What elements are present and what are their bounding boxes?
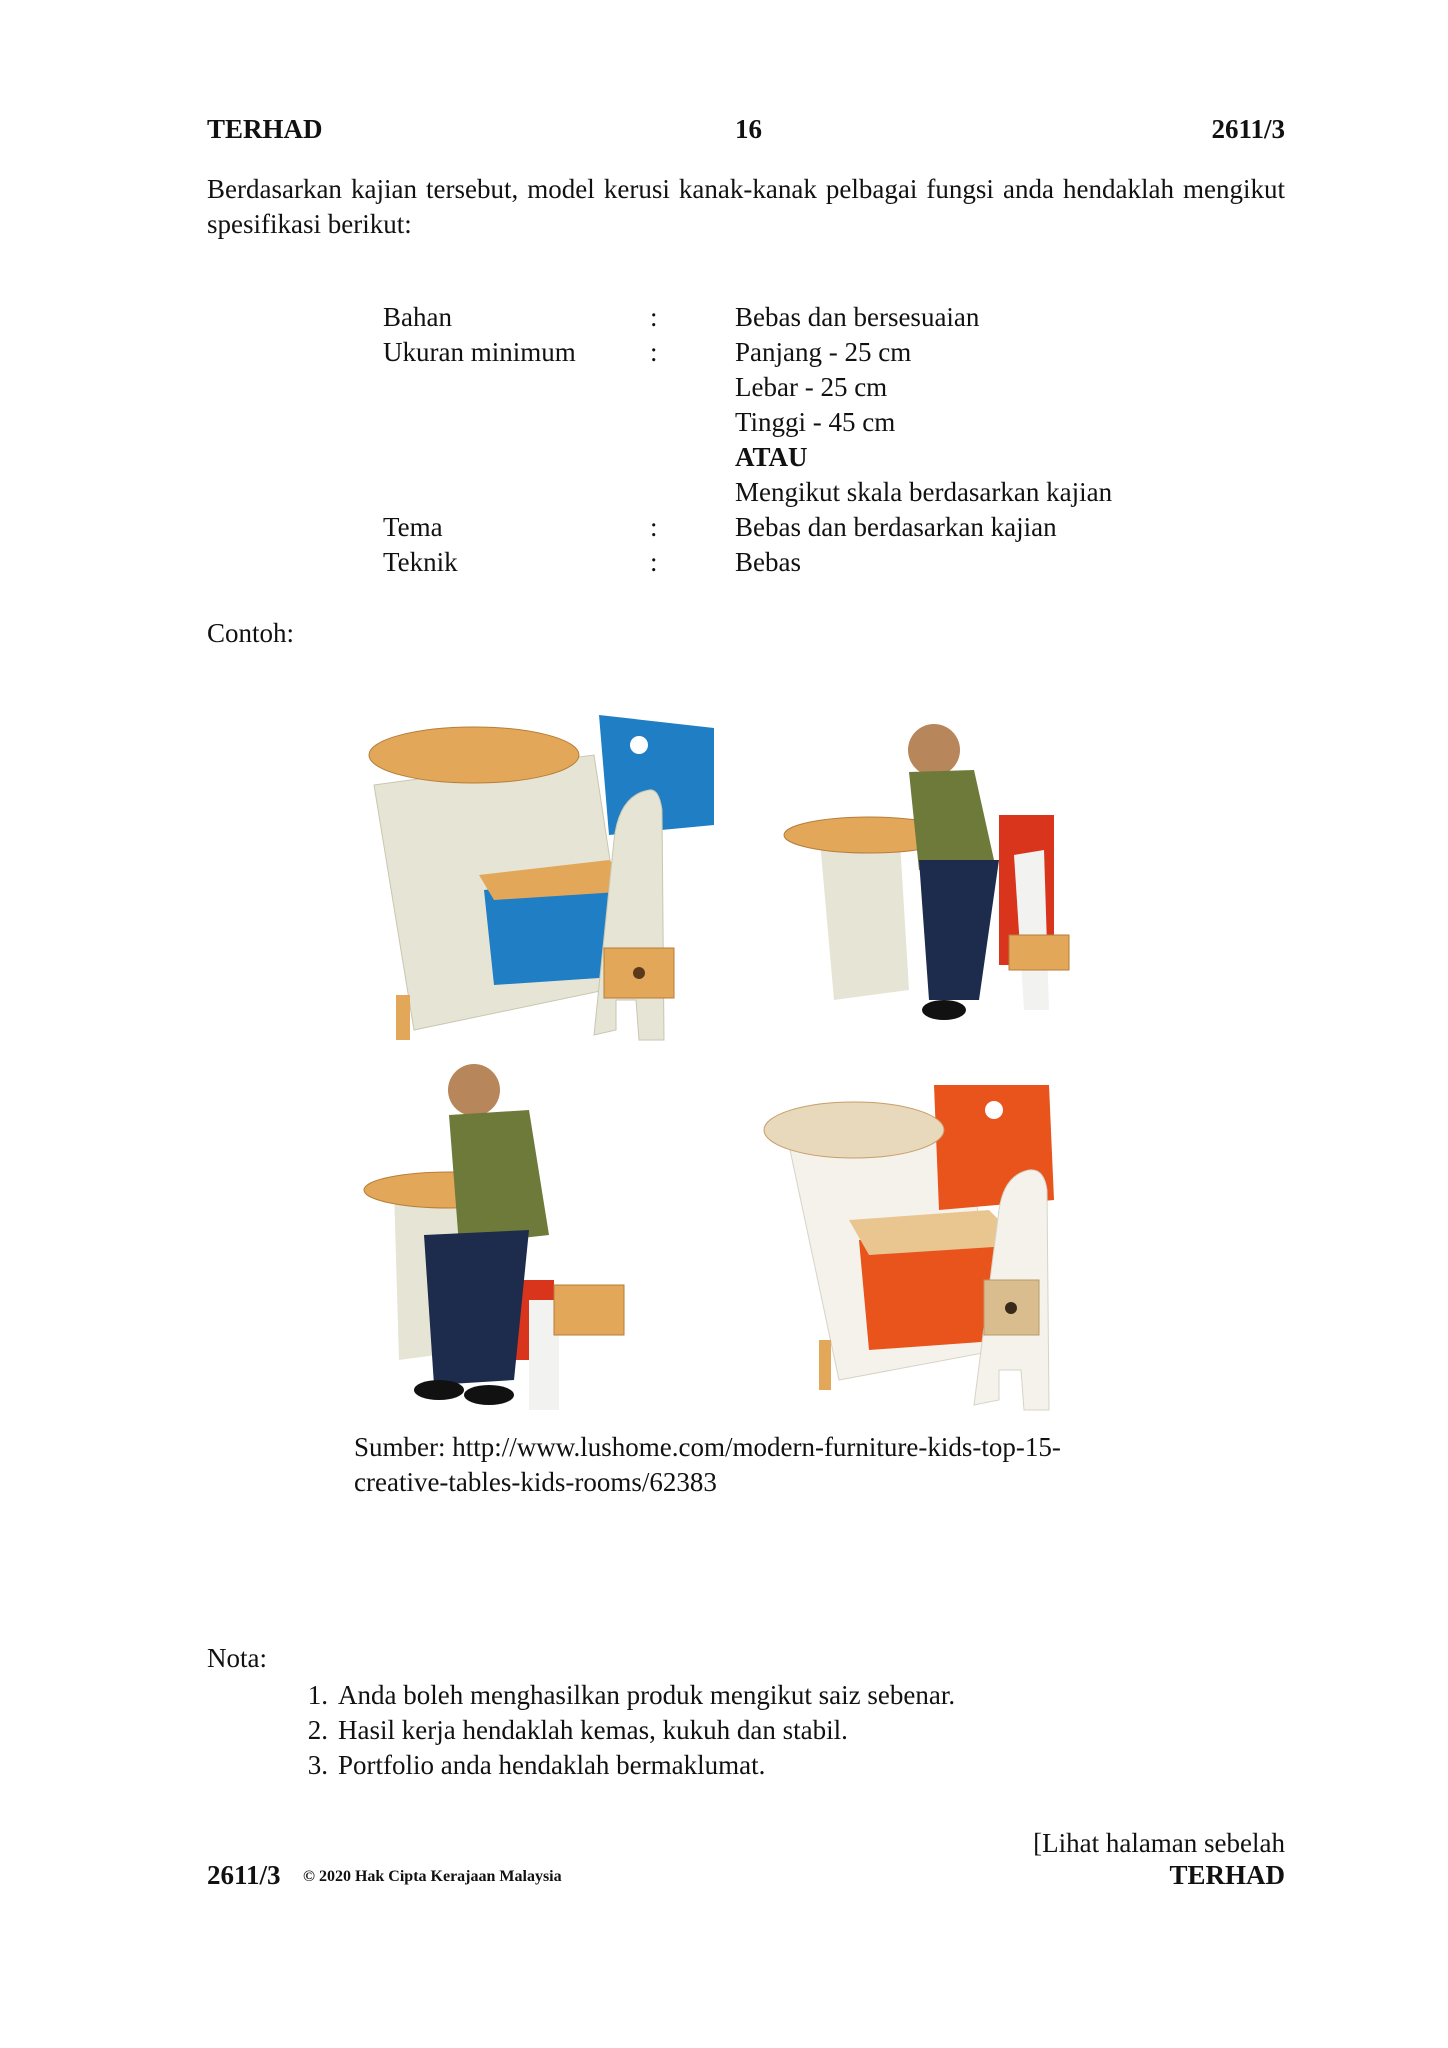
spec-row: [383, 510, 1235, 545]
spec-value: Mengikut skala berdasarkan kajian: [735, 477, 1113, 507]
spec-label: Bahan: [383, 302, 452, 332]
page-number: 16: [735, 114, 762, 144]
see-next-page: [Lihat halaman sebelah: [1033, 1828, 1285, 1858]
spec-value: Panjang - 25 cm: [735, 337, 912, 367]
note-number: 1.: [307, 1680, 328, 1710]
source-line-1: Sumber: http://www.lushome.com/modern-furniture-kids-top-15-: [354, 1432, 1061, 1462]
example-label: Contoh:: [207, 618, 295, 648]
spec-value: Tinggi - 45 cm: [735, 407, 896, 437]
intro-paragraph: Berdasarkan kajian tersebut, model kerusi kanak-kanak pelbagai fungsi anda hendaklah mengikut spesifikasi berikut:: [207, 174, 1285, 239]
spec-row: [383, 370, 1235, 405]
photo-orange-desk-chair: [759, 1050, 1110, 1425]
spec-colon: :: [650, 337, 658, 367]
note-text: Hasil kerja hendaklah kemas, kukuh dan stabil.: [338, 1715, 848, 1745]
spec-row: [383, 440, 1235, 475]
header-paper-code: 2611/3: [1211, 114, 1285, 144]
header-classification: TERHAD: [207, 114, 323, 144]
notes-label: Nota:: [207, 1643, 267, 1673]
spec-colon: [650, 370, 735, 405]
spec-table: [383, 300, 1235, 580]
spec-colon: :: [650, 512, 658, 542]
footer-paper-code: 2611/3: [207, 1860, 281, 1890]
spec-label: Teknik: [383, 547, 458, 577]
photo-boy-drawer: [354, 1050, 759, 1425]
image-source-caption: [354, 1430, 1154, 1500]
spec-value: Bebas: [735, 547, 801, 577]
orange-chair-illustration: [759, 1050, 1110, 1425]
spec-label: [383, 405, 650, 440]
spec-label: [383, 475, 650, 510]
spec-label: [383, 440, 650, 475]
note-item: [294, 1713, 955, 1748]
notes-list: [294, 1678, 955, 1783]
spec-colon: [650, 440, 735, 475]
spec-value: Bebas dan berdasarkan kajian: [735, 512, 1057, 542]
spec-row: [383, 475, 1235, 510]
example-photo-grid: [354, 700, 1110, 1425]
boy-drawing-illustration: [759, 700, 1110, 1050]
note-item: [294, 1748, 955, 1783]
source-line-2: creative-tables-kids-rooms/62383: [354, 1467, 717, 1497]
spec-value: Bebas dan bersesuaian: [735, 302, 980, 332]
spec-colon: [650, 475, 735, 510]
blue-chair-illustration: [354, 700, 759, 1050]
spec-value-or: ATAU: [735, 442, 808, 472]
spec-colon: :: [650, 547, 658, 577]
note-text: Anda boleh menghasilkan produk mengikut saiz sebenar.: [338, 1680, 956, 1710]
spec-row: [383, 300, 1235, 335]
spec-colon: :: [650, 302, 658, 332]
spec-row: [383, 405, 1235, 440]
spec-label: Tema: [383, 512, 443, 542]
spec-label: Ukuran minimum: [383, 337, 576, 367]
footer-classification: TERHAD: [1169, 1860, 1285, 1890]
photo-boy-drawing: [759, 700, 1110, 1050]
spec-value: Lebar - 25 cm: [735, 372, 888, 402]
spec-row: [383, 545, 1235, 580]
note-text: Portfolio anda hendaklah bermaklumat.: [338, 1750, 766, 1780]
spec-row: [383, 335, 1235, 370]
note-item: [294, 1678, 955, 1713]
spec-colon: [650, 405, 735, 440]
note-number: 2.: [307, 1715, 328, 1745]
photo-blue-desk-chair: [354, 700, 759, 1050]
boy-drawer-illustration: [354, 1050, 759, 1425]
footer-copyright: © 2020 Hak Cipta Kerajaan Malaysia: [303, 1868, 562, 1885]
note-number: 3.: [307, 1750, 328, 1780]
spec-label: [383, 370, 650, 405]
